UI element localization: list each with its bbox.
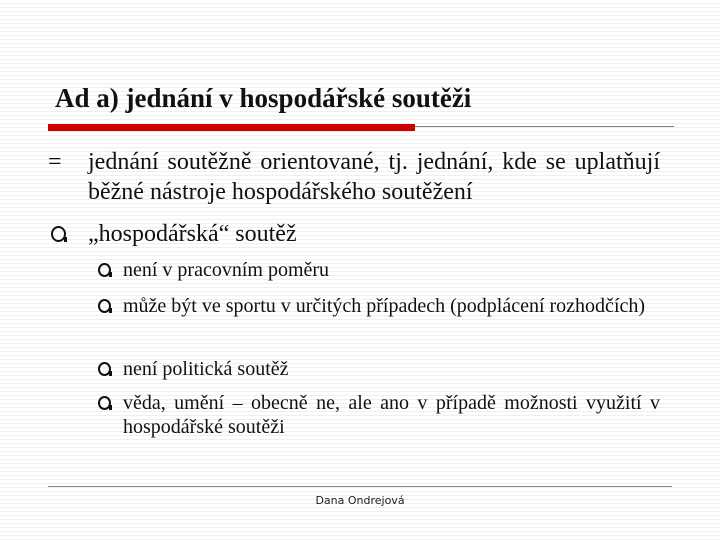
hollow-box-bullet-icon xyxy=(51,226,66,242)
hollow-box-bullet-icon xyxy=(98,362,111,376)
equals-marker: = xyxy=(48,149,62,175)
sub-bullet-text: není politická soutěž xyxy=(123,358,289,380)
sub-bullet-text: věda, umění – obecně ne, ale ano v případě možnosti využití v hospodářské soutěži xyxy=(123,392,660,438)
sub-bullet-item xyxy=(96,258,660,283)
bullet-item xyxy=(48,219,660,250)
sub-bullet-marker xyxy=(96,391,123,416)
bullet-item xyxy=(48,147,660,207)
hollow-box-bullet-icon xyxy=(98,263,111,277)
slide-title: Ad a) jednání v hospodářské soutěži xyxy=(55,83,472,113)
sub-bullet-item xyxy=(96,357,660,382)
bullet-text: „hospodářská“ soutěž xyxy=(88,221,297,247)
bullet-text: jednání soutěžně orientované, tj. jednání, kde se uplatňují běžné nástroje hospodářského soutěžení xyxy=(88,149,660,205)
sub-bullet-marker xyxy=(96,258,123,283)
sub-bullet-marker xyxy=(96,294,123,319)
hollow-box-bullet-icon xyxy=(98,396,111,410)
slide-footer: Dana Ondrejová xyxy=(315,494,405,507)
footer-divider xyxy=(48,486,672,487)
sub-bullet-text: může být ve sportu v určitých případech (podplácení rozhodčích) xyxy=(123,295,646,317)
sub-bullet-marker xyxy=(96,357,123,382)
sub-bullet-text: není v pracovním poměru xyxy=(123,259,330,281)
bullet-marker xyxy=(48,219,88,250)
sub-bullet-item xyxy=(96,294,660,319)
hollow-box-bullet-icon xyxy=(98,299,111,313)
title-accent-bar xyxy=(48,124,415,131)
sub-bullet-item xyxy=(96,391,660,439)
